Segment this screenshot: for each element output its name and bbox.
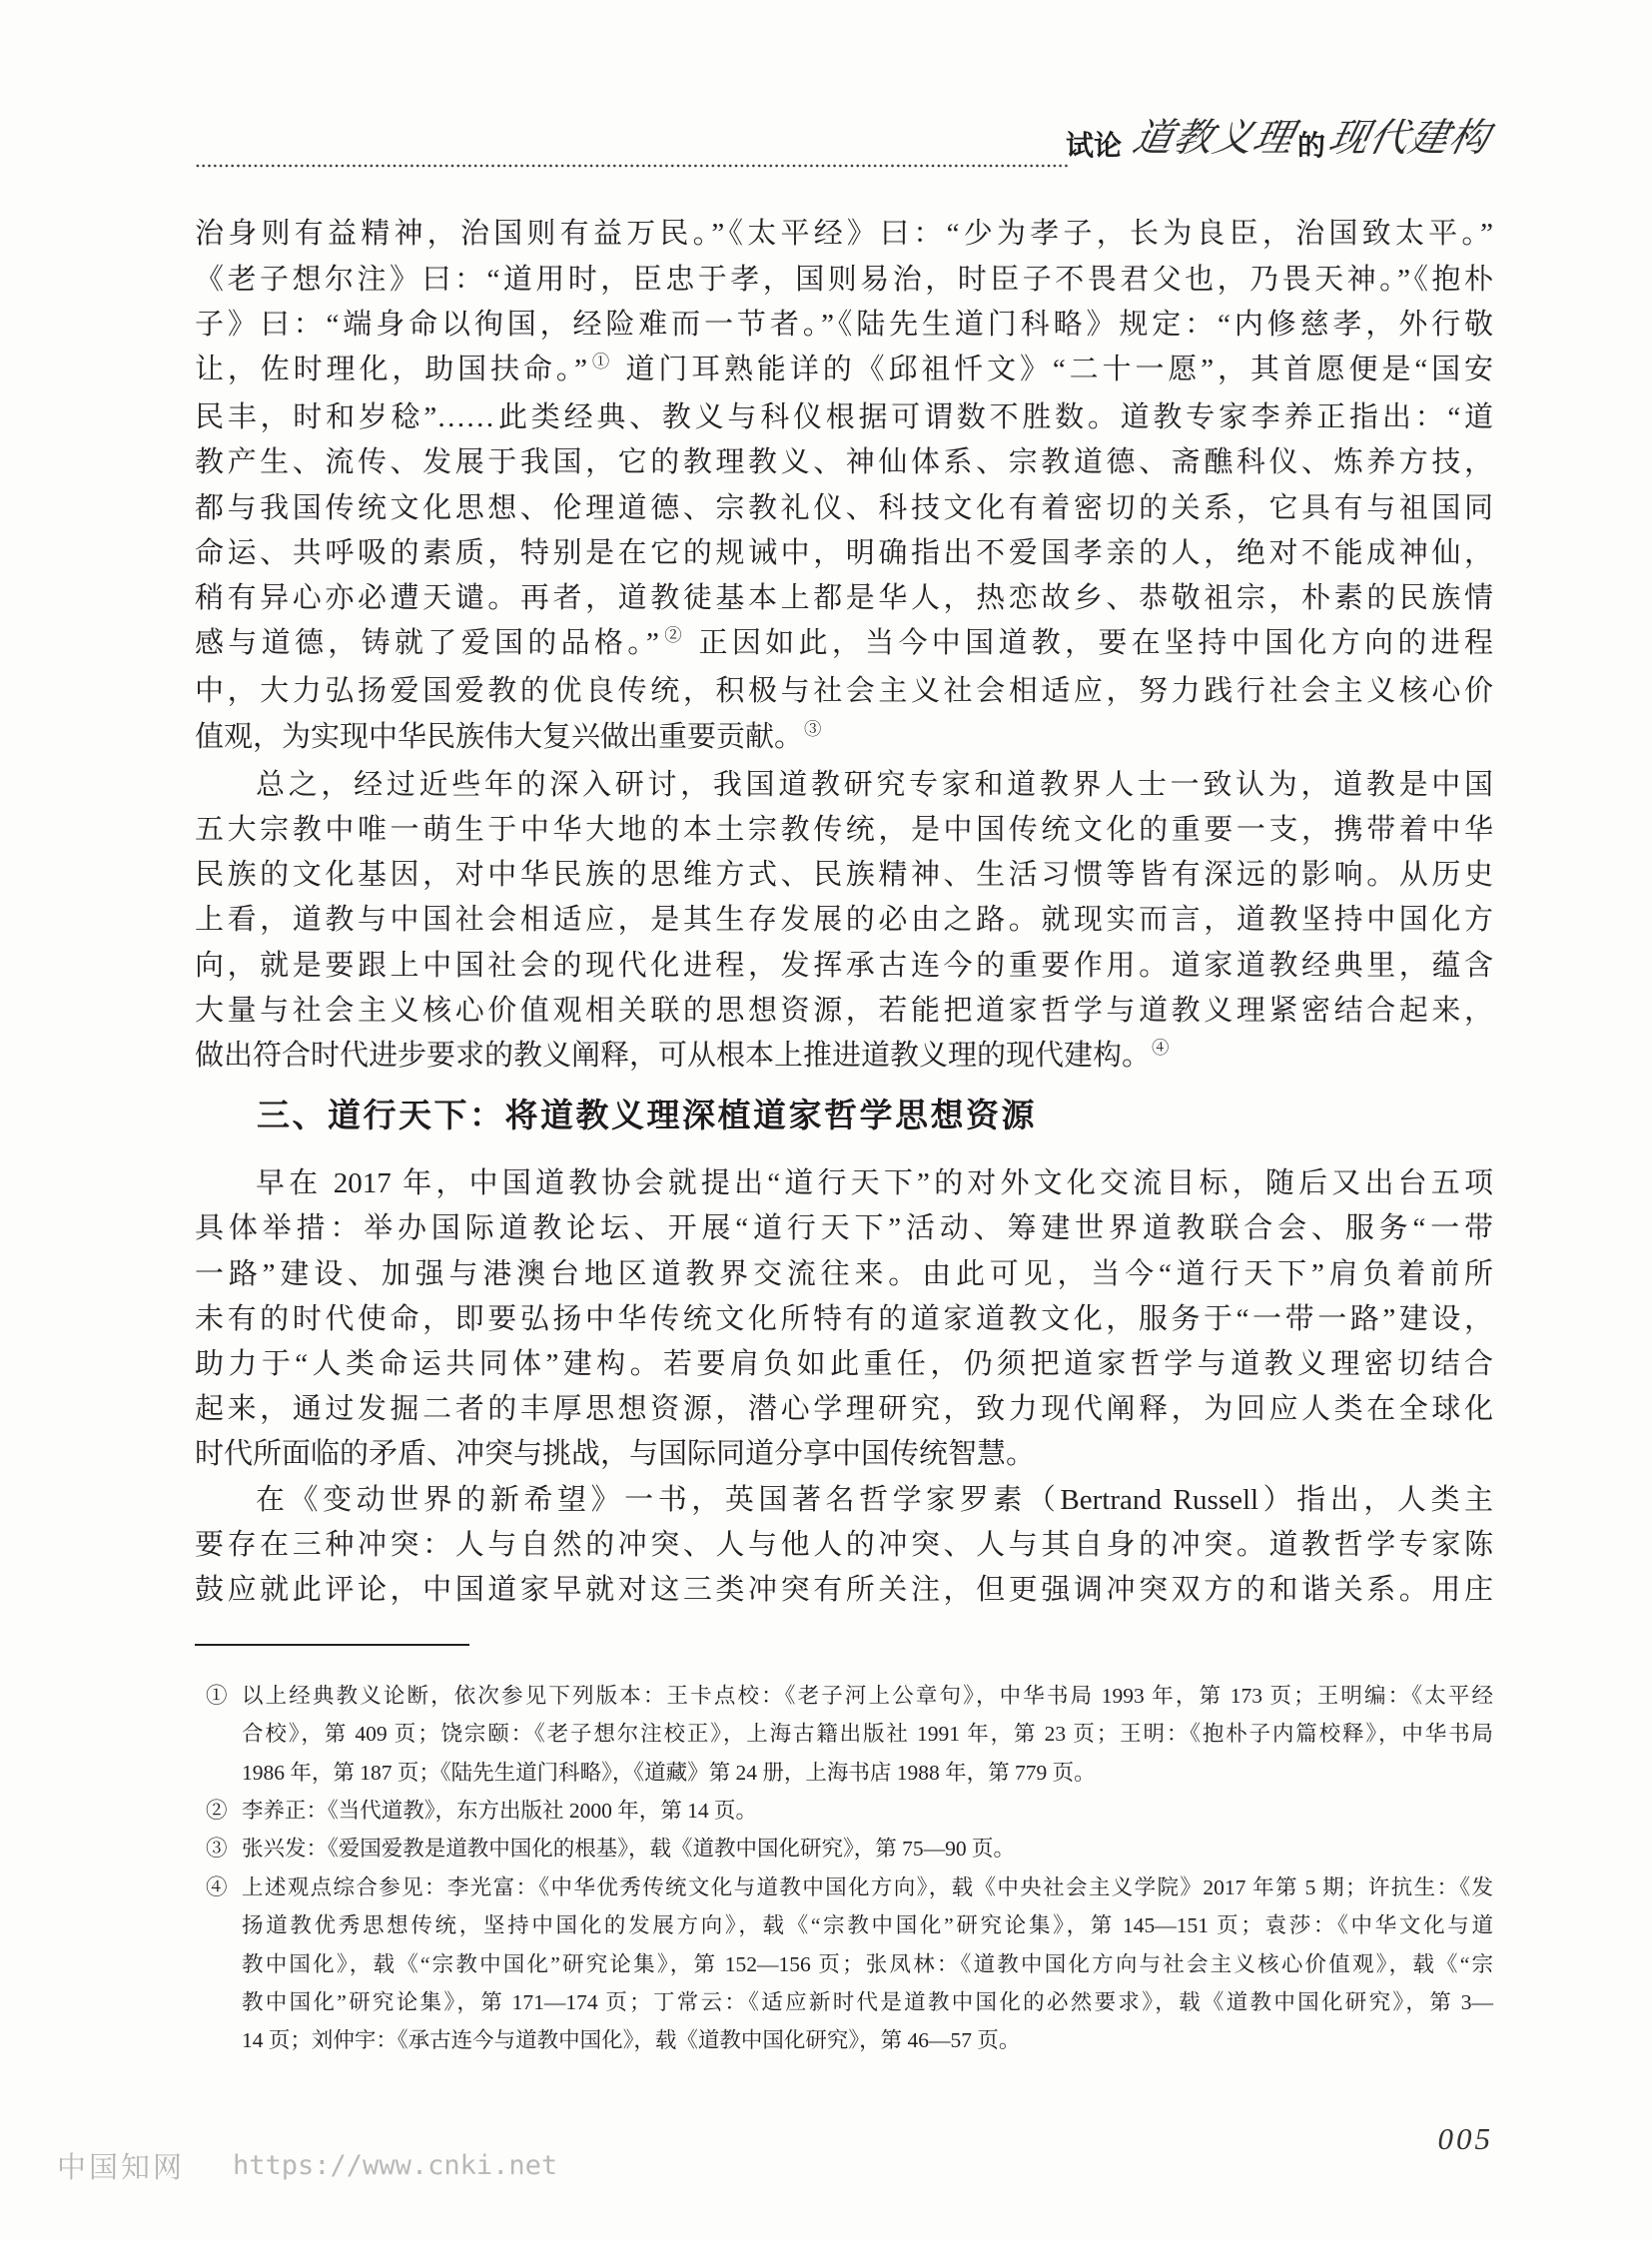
footnote-mark: ②	[206, 1799, 228, 1824]
footnote	[195, 1677, 1493, 1792]
text-line: 上看，道教与中国社会相适应，是其生存发展的必由之路。就现实而言，道教坚持中国化方	[195, 904, 1493, 937]
footnote-line: 1986 年，第 187 页；《陆先生道门科略》，《道藏》第 24 册，上海书店 1988 年，第 779 页。	[242, 1760, 1096, 1785]
footnote-line: 以上经典教义论断，依次参见下列版本：王卡点校：《老子河上公章句》，中华书局 1993 年，第 173 页；王明编：《太平经	[242, 1683, 1493, 1708]
footnote-line: 扬道教优秀思想传统，坚持中国化的发展方向》，载《“宗教中国化”研究论集》，第 145—151 页；袁莎：《中华文化与道	[242, 1913, 1493, 1938]
running-title-particle: 的	[1296, 129, 1325, 162]
text-line: 未有的时代使命，即要弘扬中华传统文化所特有的道家道教文化，服务于“一带一路”建设，	[195, 1302, 1493, 1335]
running-title-emphasis: 道教义理	[1129, 116, 1298, 161]
text-line: 中，大力弘扬爱国爱教的优良传统，积极与社会主义社会相适应，努力践行社会主义核心价	[195, 675, 1493, 708]
text-line: 总之，经过近些年的深入研讨，我国道教研究专家和道教界人士一致认为，道教是中国	[256, 768, 1493, 801]
footnote-text	[242, 1792, 1493, 1830]
text-line: 《老子想尔注》曰：“道用时，臣忠于孝，国则易治，时臣子不畏君父也，乃畏天神。”《抱朴	[195, 263, 1493, 296]
footnote-line: 李养正：《当代道教》，东方出版社 2000 年，第 14 页。	[242, 1799, 758, 1824]
text-line: 教产生、流传、发展于我国，它的教理教义、神仙体系、宗教道德、斋醮科仪、炼养方技，	[195, 446, 1493, 479]
text-line: 民族的文化基因，对中华民族的思维方式、民族精神、生活习惯等皆有深远的影响。从历史	[195, 859, 1493, 892]
paragraph	[195, 763, 1493, 1082]
footnote	[195, 1830, 1493, 1868]
paragraph	[195, 1161, 1493, 1477]
footnote-mark: ④	[206, 1874, 228, 1899]
footnote-separator-rule	[195, 1644, 469, 1646]
footnote-line: 14 页；刘仲宇：《承古连今与道教中国化》，载《道教中国化研究》，第 46—57 页。	[242, 2028, 1021, 2053]
text-line: 稍有异心亦必遭天谴。再者，道教徒基本上都是华人，热恋故乡、恭敬祖宗，朴素的民族情	[195, 581, 1493, 614]
footnote-ref: ②	[659, 625, 686, 646]
text-line: 早在 2017 年，中国道教协会就提出“道行天下”的对外文化交流目标，随后又出台五项	[256, 1167, 1493, 1200]
watermark-site-name: 中国知网	[57, 2149, 186, 2184]
text-line: 起来，通过发掘二者的丰厚思想资源，潜心学理研究，致力现代阐释，为回应人类在全球化	[195, 1393, 1493, 1426]
text-line: 大量与社会主义核心价值观相关联的思想资源，若能把道家哲学与道教义理紧密结合起来，	[195, 994, 1493, 1027]
text-line: 向，就是要跟上中国社会的现代化进程，发挥承古连今的重要作用。道家道教经典里，蕴含	[195, 949, 1493, 982]
footnote-mark: ③	[206, 1837, 228, 1862]
footnote-line: 教中国化”研究论集》，第 171—174 页；丁常云：《适应新时代是道教中国化的必然要求》，载《道教中国化研究》，第 3—	[242, 1990, 1493, 2015]
paragraph	[195, 1478, 1493, 1614]
footnote-line: 张兴发：《爱国爱教是道教中国化的根基》，载《道教中国化研究》，第 75—90 页。	[242, 1837, 1016, 1862]
footnote	[195, 1792, 1493, 1830]
footnote-ref: ④	[1152, 1038, 1170, 1059]
footnote	[195, 1868, 1493, 2060]
text-line: 具体举措：举办国际道教论坛、开展“道行天下”活动、筹建世界道教联合会、服务“一带	[195, 1212, 1493, 1245]
footnote-text	[242, 1868, 1493, 2060]
text-line: 值观，为实现中华民族伟大复兴做出重要贡献。③	[195, 718, 822, 753]
footnotes	[195, 1677, 1493, 2060]
footnote-ref: ①	[588, 352, 614, 373]
body-text-lower	[195, 1161, 1493, 1613]
footnote-text	[242, 1677, 1493, 1792]
text-line: 助力于“人类命运共同体”建构。若要肩负如此重任，仍须把道家哲学与道教义理密切结合	[195, 1347, 1493, 1380]
running-title-prefix: 试论	[1065, 129, 1122, 162]
text-line: 时代所面临的矛盾、冲突与挑战，与国际同道分享中国传统智慧。	[195, 1438, 1036, 1471]
text-line: 要存在三种冲突：人与自然的冲突、人与他人的冲突、人与其自身的冲突。道教哲学专家陈	[195, 1528, 1493, 1561]
text-line: 五大宗教中唯一萌生于中华大地的本土宗教传统，是中国传统文化的重要一支，携带着中华	[195, 813, 1493, 846]
body-text-upper	[195, 212, 1493, 1082]
section-heading: 三、道行天下：将道教义理深植道家哲学思想资源	[257, 1096, 1037, 1134]
paragraph	[195, 212, 1493, 762]
text-line: 一路”建设、加强与港澳台地区道教界交流往来。由此可见，当今“道行天下”肩负着前所	[195, 1257, 1493, 1290]
text-line: 做出符合时代进步要求的教义阐释，可从根本上推进道教义理的现代建构。④	[195, 1038, 1170, 1072]
footnote-line: 合校》，第 409 页；饶宗颐：《老子想尔注校正》，上海古籍出版社 1991 年，第 23 页；王明：《抱朴子内篇校释》，中华书局	[242, 1722, 1493, 1747]
text-line: 鼓应就此评论，中国道家早就对这三类冲突有所关注，但更强调冲突双方的和谐关系。用庄	[195, 1573, 1493, 1606]
footnote-line: 教中国化》，载《“宗教中国化”研究论集》，第 152—156 页；张凤林：《道教中国化方向与社会主义核心价值观》，载《“宗	[242, 1951, 1493, 1976]
watermark	[57, 2145, 557, 2185]
running-title	[1066, 110, 1493, 164]
text-line: 治身则有益精神，治国则有益万民。”《太平经》曰：“少为孝子，长为良臣，治国致太平。”	[195, 218, 1493, 251]
header-dotted-rule	[195, 164, 1070, 168]
text-line: 子》曰：“端身命以徇国，经险难而一节者。”《陆先生道门科略》规定：“内修慈孝，外行敬	[195, 308, 1493, 341]
footnote-text	[242, 1830, 1493, 1868]
footnote-mark: ①	[206, 1683, 228, 1708]
text-line: 在《变动世界的新希望》一书，英国著名哲学家罗素（Bertrand Russell）指出，人类主	[256, 1483, 1493, 1516]
text-line: 感与道德，铸就了爱国的品格。”② 正因如此，当今中国道教，要在坚持中国化方向的进程	[195, 625, 1493, 660]
running-title-emphasis: 现代建构	[1324, 116, 1494, 161]
page-number: 005	[1437, 2121, 1493, 2156]
text-line: 民丰，时和岁稔”……此类经典、教义与科仪根据可谓数不胜数。道教专家李养正指出：“道	[195, 401, 1493, 434]
footnote-line: 上述观点综合参见：李光富：《中华优秀传统文化与道教中国化方向》，载《中央社会主义学院》2017 年第 5 期；许抗生：《发	[242, 1874, 1493, 1899]
footnote-ref: ③	[804, 718, 822, 739]
text-line: 都与我国传统文化思想、伦理道德、宗教礼仪、科技文化有着密切的关系，它具有与祖国同	[195, 491, 1493, 524]
text-line: 命运、共呼吸的素质，特别是在它的规诫中，明确指出不爱国孝亲的人，绝对不能成神仙，	[195, 536, 1493, 569]
watermark-url: https://www.cnki.net	[233, 2149, 558, 2181]
text-line: 让，佐时理化，助国扶命。”① 道门耳熟能详的《邱祖忏文》“二十一愿”，其首愿便是“国安	[195, 352, 1493, 385]
